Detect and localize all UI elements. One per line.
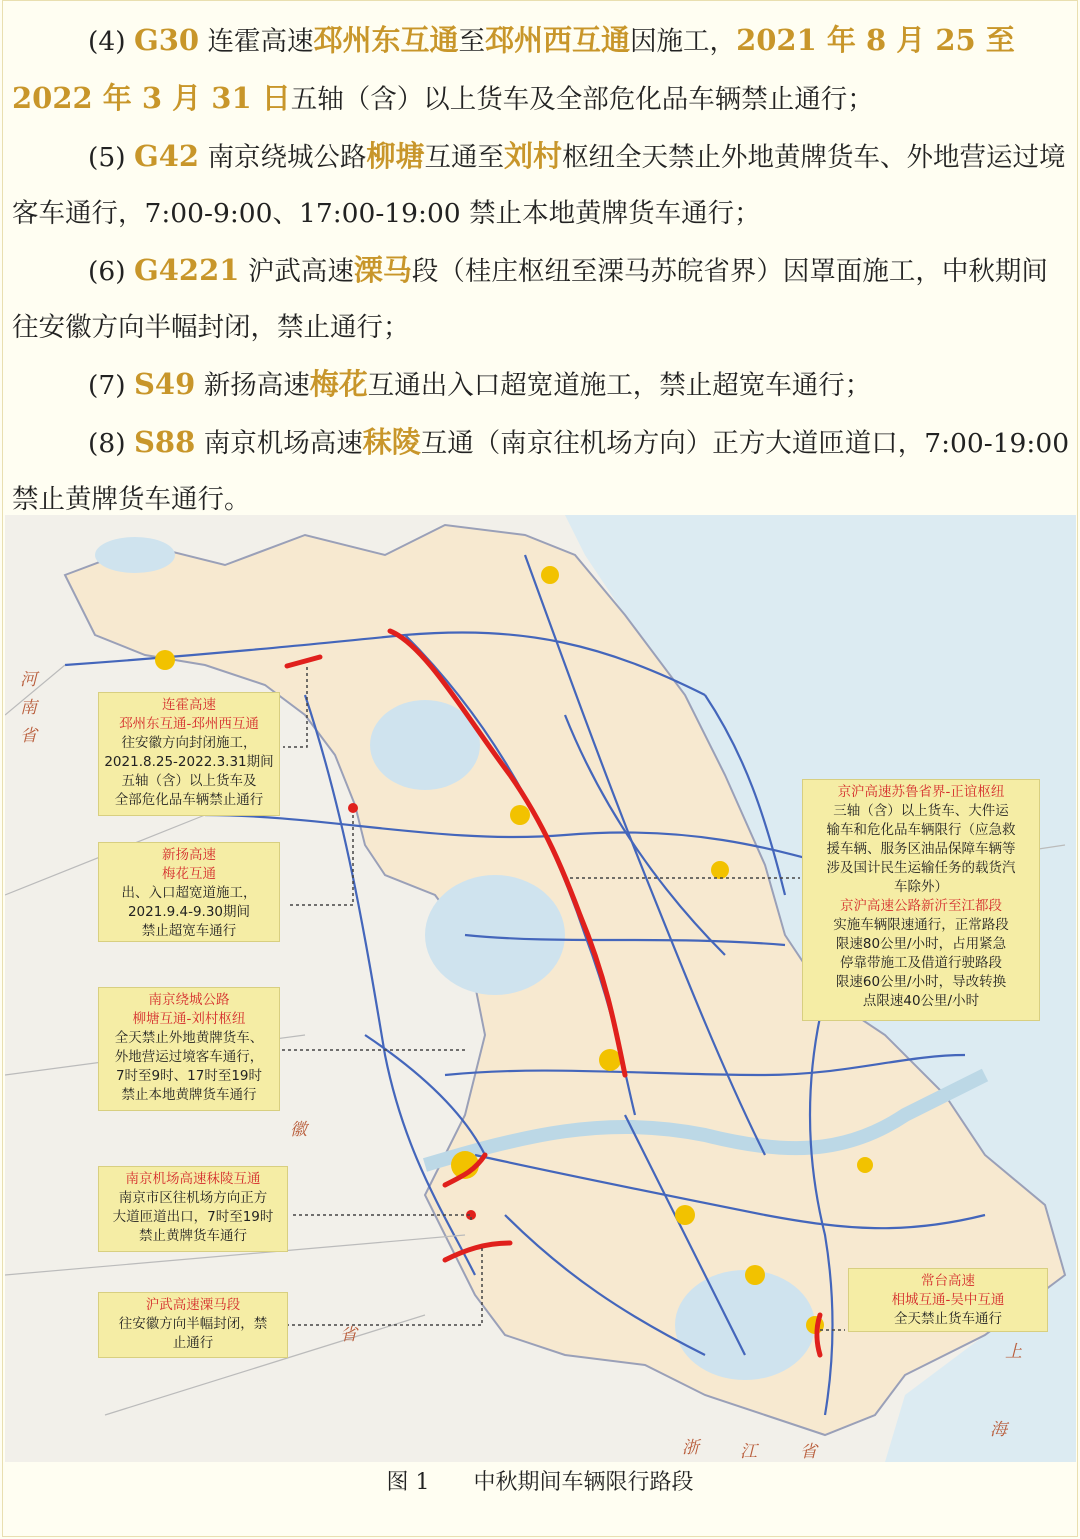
body-text: 互通（南京往机场方向）正方大道匝道口，7:00-19:00 禁止黄牌货车通行。 — [12, 428, 1070, 515]
callout-airport — [98, 1166, 288, 1252]
callout-jinghu-line: 限速60公里/小时，导改转换 — [835, 974, 1007, 990]
caption-text: 中秋期间车辆限行路段 — [473, 1470, 694, 1495]
callout-changtai-red2: 相城互通-吴中互通 — [891, 1292, 1005, 1308]
body-text: 枢纽全天禁止外地黄牌货车、外地营运过境客车通行，7:00-9:00、17:00-19:00 禁止本地黄牌货车通行； — [12, 142, 1066, 229]
highlight-text: 刘村 — [504, 139, 563, 173]
notice-paragraph — [12, 242, 1072, 356]
callout-huwu — [98, 1292, 288, 1358]
callout-xinyang-red2: 梅花互通 — [162, 866, 216, 882]
callout-airport-line: 大道匝道出口，7时至19时 — [112, 1209, 274, 1225]
highlight-text: 秣陵 — [362, 425, 421, 459]
highlight-text: 邳州西互通 — [485, 23, 631, 57]
restriction-map — [5, 515, 1076, 1462]
callout-jinghu-line: 输车和危化品车辆限行（应急救 — [826, 822, 1016, 838]
body-text: 新扬高速 — [195, 370, 310, 401]
province-label-henan-3: 省 — [20, 726, 37, 746]
highlight-text: 梅花 — [309, 367, 368, 401]
callout-xinyang-line: 出、入口超宽道施工， — [121, 885, 257, 901]
highlight-text: 邳州东互通 — [313, 23, 459, 57]
callout-changtai — [848, 1268, 1048, 1332]
callout-jinghu-line: 三轴（含）以上货车、大件运 — [833, 803, 1009, 819]
callout-nanjing-ring — [98, 987, 280, 1111]
province-label-zhejiang-3: 省 — [800, 1442, 817, 1462]
body-text: (5) — [88, 142, 134, 173]
point-meihua — [348, 803, 358, 813]
highlight-text: G30 — [133, 23, 200, 57]
callout-huwu-line: 往安徽方向半幅封闭，禁 — [118, 1316, 268, 1332]
body-text: 互通出入口超宽道施工，禁止超宽车通行； — [367, 370, 872, 401]
body-text: 互通至 — [424, 142, 505, 173]
callout-jinghu-line: 涉及国计民生运输任务的载货汽 — [826, 860, 1016, 876]
notice-text — [12, 12, 1072, 528]
callout-huwu-line: 止通行 — [172, 1335, 214, 1351]
callout-jinghu-line: 停靠带施工及借道行驶路段 — [840, 955, 1002, 971]
province-label-henan-2: 南 — [20, 698, 37, 718]
callout-ring-red1: 南京绕城公路 — [148, 992, 230, 1008]
highlight-text: 2021 年 8 月 25 至 2022 年 3 月 31 日 — [12, 23, 1015, 115]
body-text: (4) — [88, 26, 134, 57]
body-text: (8) — [88, 428, 134, 459]
highlight-text: S49 — [133, 367, 196, 401]
callout-lianhuo-title: 连霍高速 — [162, 697, 216, 713]
highlight-text: G4221 — [133, 253, 240, 287]
body-text: 南京绕城公路 — [199, 142, 367, 173]
highlight-text: G42 — [133, 139, 200, 173]
body-text: 沪武高速 — [239, 256, 354, 287]
callout-airport-red: 南京机场高速秣陵互通 — [125, 1171, 261, 1187]
body-text: 段（桂庄枢纽至溧马苏皖省界）因罩面施工，中秋期间往安徽方向半幅封闭，禁止通行； — [12, 256, 1048, 343]
callout-jinghu-red1: 京沪高速苏鲁省界-正谊枢纽 — [837, 784, 1005, 800]
body-text: 因施工， — [630, 26, 737, 57]
lake-hongze — [425, 875, 565, 995]
callout-xinyang — [98, 842, 280, 942]
callout-changtai-line: 全天禁止货车通行 — [894, 1311, 1002, 1327]
callout-xinyang-line: 禁止超宽车通行 — [141, 923, 237, 939]
body-text: 南京机场高速 — [195, 428, 363, 459]
callout-lianhuo-red: 邳州东互通-邳州西互通 — [119, 716, 259, 732]
callout-lianhuo-line: 2021.8.25-2022.3.31期间 — [104, 754, 274, 770]
notice-paragraph — [12, 356, 1072, 414]
callout-jinghu-line: 车除外） — [894, 879, 948, 895]
highlight-text: 柳塘 — [366, 139, 425, 173]
highlight-text: 溧马 — [353, 253, 412, 287]
callout-ring-line: 外地营运过境客车通行， — [114, 1049, 264, 1065]
callout-huwu-red: 沪武高速溧马段 — [145, 1297, 241, 1313]
callout-ring-line: 全天禁止外地黄牌货车、 — [114, 1030, 264, 1046]
callout-airport-line: 禁止黄牌货车通行 — [139, 1228, 247, 1244]
callout-jinghu-red2: 京沪高速公路新沂至江都段 — [840, 898, 1002, 914]
lake-tai — [675, 1270, 815, 1380]
body-text: (6) — [88, 256, 134, 287]
figure-caption — [0, 1463, 1080, 1503]
callout-lianhuo — [98, 692, 280, 816]
callout-jinghu-line: 限速80公里/小时，占用紧急 — [835, 936, 1007, 952]
province-label-zhejiang-1: 浙 — [682, 1438, 699, 1458]
province-label-shanghai-1: 上 — [1005, 1342, 1022, 1362]
callout-jinghu-line: 援车辆、服务区油品保障车辆等 — [826, 841, 1016, 857]
body-text: 连霍高速 — [199, 26, 314, 57]
caption-label: 图 1 — [386, 1470, 430, 1495]
callout-airport-line: 南京市区往机场方向正方 — [118, 1190, 268, 1206]
notice-paragraph — [12, 414, 1072, 528]
lake-weishan — [95, 537, 175, 573]
notice-paragraph — [12, 12, 1072, 128]
notice-paragraph — [12, 128, 1072, 242]
callout-ring-line: 7时至9时、17时至19时 — [115, 1068, 263, 1084]
province-label-anhui-2: 省 — [340, 1325, 357, 1345]
callout-lianhuo-line: 五轴（含）以上货车及 — [121, 773, 257, 789]
callout-lianhuo-line: 全部危化品车辆禁止通行 — [114, 792, 264, 808]
province-label-shanghai-2: 海 — [990, 1420, 1007, 1440]
callout-jinghu — [802, 779, 1040, 1021]
callout-xinyang-red1: 新扬高速 — [162, 847, 216, 863]
province-label-henan-1: 河 — [20, 670, 37, 690]
body-text: (7) — [88, 370, 134, 401]
province-label-zhejiang-2: 江 — [740, 1442, 757, 1462]
highlight-text: S88 — [133, 425, 196, 459]
callout-lianhuo-line: 往安徽方向封闭施工， — [121, 735, 257, 751]
callout-jinghu-line: 点限速40公里/小时 — [862, 993, 980, 1009]
callout-ring-line: 禁止本地黄牌货车通行 — [121, 1087, 257, 1103]
callout-changtai-red1: 常台高速 — [921, 1273, 975, 1289]
body-text: 五轴（含）以上货车及全部危化品车辆禁止通行； — [290, 84, 874, 115]
callout-ring-red2: 柳塘互通-刘村枢纽 — [132, 1011, 246, 1027]
body-text: 至 — [458, 26, 486, 57]
province-label-anhui-1: 徽 — [290, 1120, 307, 1140]
callout-jinghu-line: 实施车辆限速通行，正常路段 — [833, 917, 1009, 933]
callout-xinyang-line: 2021.9.4-9.30期间 — [127, 904, 251, 920]
